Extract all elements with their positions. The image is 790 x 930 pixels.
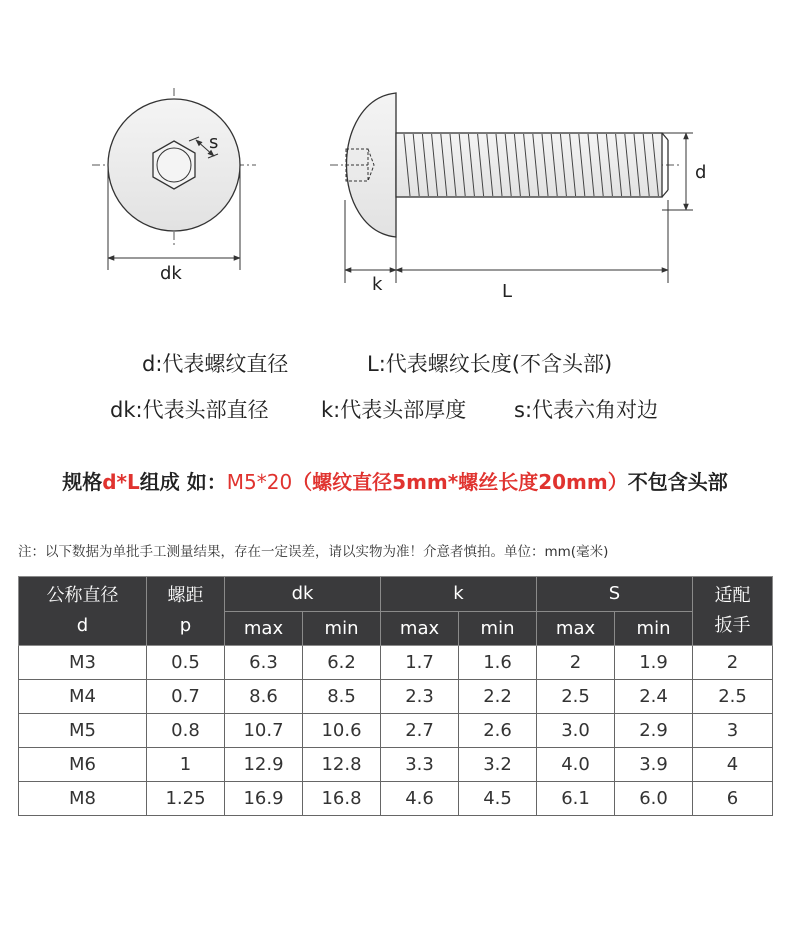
head-top-view [92, 88, 256, 284]
cell-wrench: 4 [693, 748, 773, 782]
dim-label-L: L [502, 281, 513, 302]
cell-s-min: 3.9 [615, 748, 693, 782]
header-k-max: max [381, 611, 459, 646]
cell-pitch: 0.5 [147, 646, 225, 680]
header-s: S [537, 577, 693, 612]
cell-pitch: 1.25 [147, 782, 225, 816]
header-pitch [147, 577, 225, 646]
cell-s-max: 6.1 [537, 782, 615, 816]
header-nominal-diameter [19, 577, 147, 646]
table-row [19, 714, 773, 748]
header-pitch-label: 螺距 [167, 585, 204, 606]
dim-label-dk: dk [160, 263, 182, 284]
header-pitch-symbol: p [179, 615, 192, 636]
cell-k-max: 4.6 [381, 782, 459, 816]
spec-detail: （螺纹直径5mm*螺丝长度20mm） [292, 470, 628, 494]
spec-formula: d*L [102, 470, 140, 494]
legend-dk: dk:代表头部直径 [110, 398, 269, 422]
spec-prefix: 规格 [62, 470, 103, 494]
dim-label-s: s [209, 132, 219, 153]
table-row [19, 748, 773, 782]
cell-k-min: 3.2 [459, 748, 537, 782]
legend-row-2 [0, 394, 790, 424]
cell-k-max: 2.3 [381, 680, 459, 714]
cell-k-max: 1.7 [381, 646, 459, 680]
header-row-1 [19, 577, 773, 612]
cell-dk-min: 6.2 [303, 646, 381, 680]
cell-wrench: 2 [693, 646, 773, 680]
cell-wrench: 3 [693, 714, 773, 748]
legend-L: L:代表螺纹长度(不含头部) [367, 352, 613, 376]
header-wrench-line1: 适配 [714, 585, 751, 606]
cell-wrench: 2.5 [693, 680, 773, 714]
header-wrench [693, 577, 773, 646]
cell-s-max: 2.5 [537, 680, 615, 714]
header-k: k [381, 577, 537, 612]
cell-dk-max: 16.9 [225, 782, 303, 816]
table-row [19, 782, 773, 816]
cell-nominal: M5 [19, 714, 147, 748]
cell-k-min: 2.2 [459, 680, 537, 714]
dim-label-d: d [695, 162, 707, 183]
header-nominal-label: 公称直径 [46, 585, 119, 606]
spec-table [18, 576, 773, 816]
cell-s-min: 1.9 [615, 646, 693, 680]
cell-s-max: 2 [537, 646, 615, 680]
header-dk: dk [225, 577, 381, 612]
header-dk-min: min [303, 611, 381, 646]
cell-k-max: 2.7 [381, 714, 459, 748]
spec-middle: 组成 如： [139, 470, 227, 494]
cell-s-max: 3.0 [537, 714, 615, 748]
cell-k-min: 2.6 [459, 714, 537, 748]
cell-wrench: 6 [693, 782, 773, 816]
measurement-note: 注：以下数据为单批手工测量结果，存在一定误差，请以实物为准！介意者慎拍。单位：mm(毫米) [18, 544, 609, 560]
spec-example-line [0, 466, 790, 495]
header-k-min: min [459, 611, 537, 646]
header-nominal-symbol: d [76, 615, 89, 636]
legend-row-1 [0, 348, 790, 378]
cell-nominal: M8 [19, 782, 147, 816]
screw-technical-drawing [0, 0, 790, 320]
cell-dk-min: 8.5 [303, 680, 381, 714]
cell-s-min: 6.0 [615, 782, 693, 816]
cell-k-max: 3.3 [381, 748, 459, 782]
legend-d: d:代表螺纹直径 [142, 352, 289, 376]
cell-s-min: 2.9 [615, 714, 693, 748]
cell-dk-min: 16.8 [303, 782, 381, 816]
cell-pitch: 1 [147, 748, 225, 782]
cell-pitch: 0.8 [147, 714, 225, 748]
header-s-max: max [537, 611, 615, 646]
cell-dk-max: 6.3 [225, 646, 303, 680]
cell-k-min: 1.6 [459, 646, 537, 680]
spec-example: M5*20 [226, 470, 293, 494]
dim-label-k: k [372, 274, 383, 295]
header-wrench-line2: 扳手 [714, 615, 751, 636]
screw-side-view [330, 93, 706, 302]
cell-dk-max: 10.7 [225, 714, 303, 748]
cell-nominal: M3 [19, 646, 147, 680]
cell-nominal: M4 [19, 680, 147, 714]
cell-dk-max: 8.6 [225, 680, 303, 714]
cell-k-min: 4.5 [459, 782, 537, 816]
legend-s: s:代表六角对边 [514, 398, 659, 422]
header-dk-max: max [225, 611, 303, 646]
spec-suffix: 不包含头部 [627, 470, 728, 494]
cell-nominal: M6 [19, 748, 147, 782]
cell-pitch: 0.7 [147, 680, 225, 714]
cell-s-min: 2.4 [615, 680, 693, 714]
header-s-min: min [615, 611, 693, 646]
cell-dk-max: 12.9 [225, 748, 303, 782]
table-row [19, 646, 773, 680]
cell-dk-min: 12.8 [303, 748, 381, 782]
table-row [19, 680, 773, 714]
cell-s-max: 4.0 [537, 748, 615, 782]
cell-dk-min: 10.6 [303, 714, 381, 748]
legend-k: k:代表头部厚度 [321, 398, 467, 422]
